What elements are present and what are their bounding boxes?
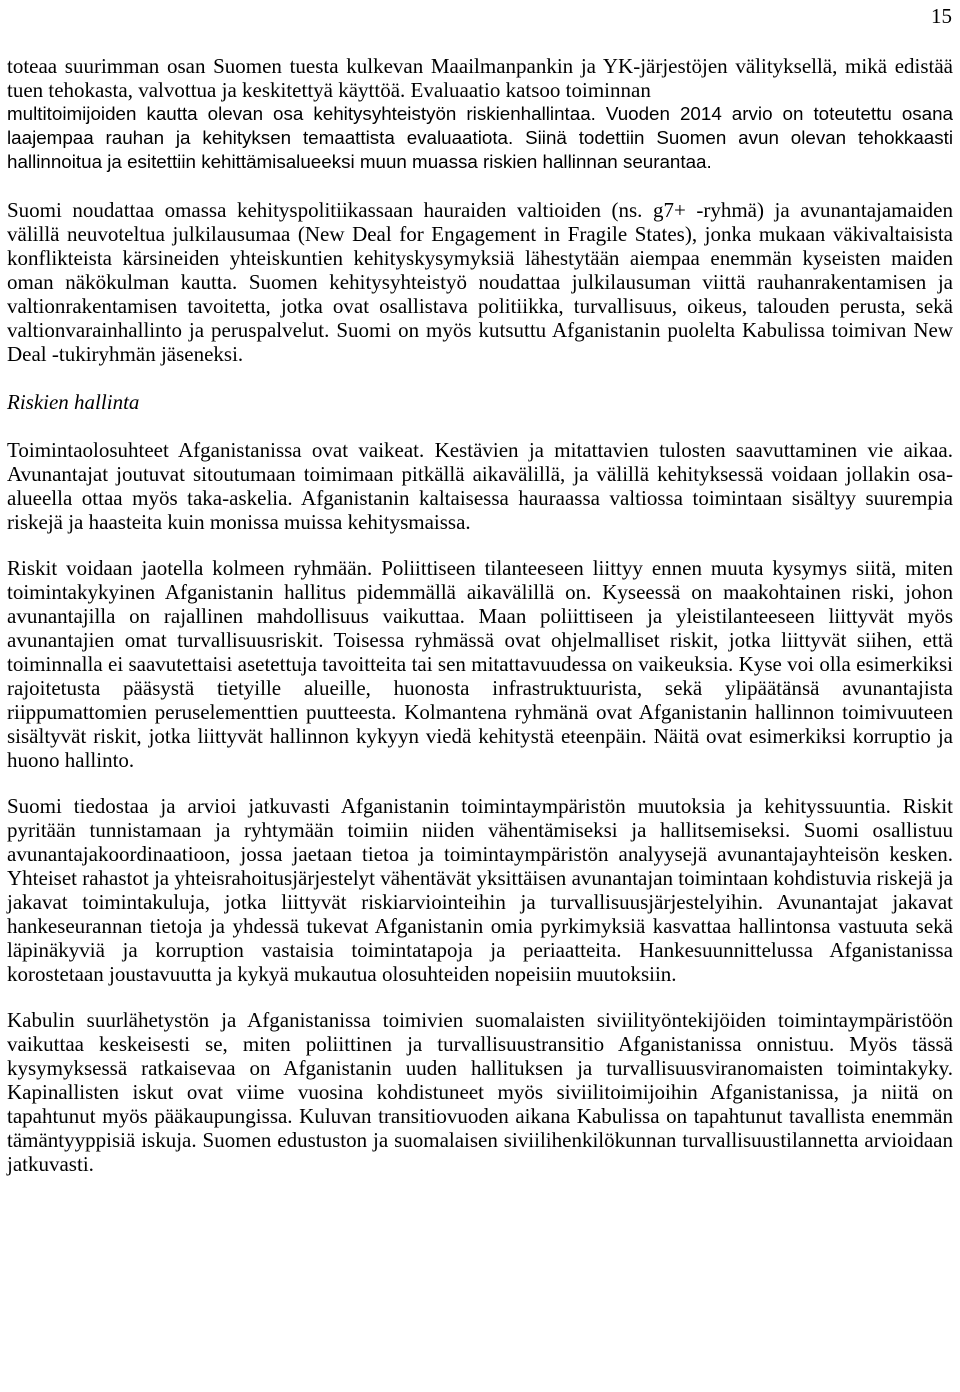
paragraph-risk-management: Suomi tiedostaa ja arvioi jatkuvasti Afganistanin toimintaympäristön muutoksia ja kehityssuuntia. Riskit pyritään tunnistamaan ja ryhtymään toimiin niiden vähentämiseksi ja hallitsemiseksi. Suomi osallistuu avunantajakoordinaatioon, jossa jaetaan tietoa ja toimintaympäristön analyysejä avunantajayhteisön kesken. Yhteiset rahastot ja yhteisrahoitusjärjestelyt vähentävät yksittäisen avunantajan toimintaan kohdistuvia riskejä ja jakavat toimintakuluja, jotka liittyvät riskiarviointeihin ja turvallisuusjärjestelyihin. Avunantajat jakavat hankeseurannan tietoja ja yhdessä tukevat Afganistanin omia pyrkimyksiä kasvattaa hallintonsa vastuuta sekä läpinäkyviä ja korruption vastaisia toimintatapoja ja periaatteita. Hankesuunnittelussa Afganistanissa korostetaan joustavuutta ja kykyä mukautua olosuhteiden nopeisiin muutoksiin. (7, 794, 953, 986)
paragraph-risk-groups: Riskit voidaan jaotella kolmeen ryhmään. Poliittiseen tilanteeseen liittyy ennen muuta kysymys siitä, miten toimintakykyinen Afganistanin hallitus pidemmällä aikavälillä on. Kyseessä on maakohtainen riski, johon avunantajilla on rajallinen mahdollisuus vaikuttaa. Maan poliittiseen ja yleistilanteeseen liittyvät myös avunantajien omat turvallisuusriskit. Toisessa ryhmässä ovat ohjelmalliset riskit, jotka liittyvät siihen, että toiminnalla ei saavutettaisi asetettuja tavoitteita tai sen mitattavuudessa on vaikeuksia. Kyse voi olla esimerkiksi rajoitetusta pääsystä tietyille alueille, huonosta infrastruktuurista, sekä ylipäätänsä avunantajista riippumattomien peruselementtien puutteesta. Kolmantena ryhmänä ovat Afganistanin hallinnon toimivuuteen sisältyvät riskit, jotka liittyvät hallinnon kykyyn viedä kehitystä eteenpäin. Näitä ovat esimerkiksi korruptio ja huono hallinto. (7, 556, 953, 772)
body-text (7, 54, 953, 1176)
paragraph-new-deal: Suomi noudattaa omassa kehityspolitiikassaan hauraiden valtioiden (ns. g7+ -ryhmä) ja avunantajamaiden välillä neuvoteltua julkilausumaa (New Deal for Engagement in Fragile States), jonka mukaan väkivaltaisista konflikteista kärsineiden yhteiskuntien kehityskysymyksiä lähestytään aiempaa enemmän kyseisten maiden oman näkökulman kautta. Suomen kehitysyhteistyö noudattaa julkilausuman viittä rauhanrakentamisen ja valtionrakentamisen tavoitetta, jotka ovat osallistava politiikka, turvallisuus, oikeus, talouden perusta, sekä valtionvarainhallinto ja peruspalvelut. Suomi on myös kutsuttu Afganistanin puolelta Kabulissa toimivan New Deal -tukiryhmän jäseneksi. (7, 198, 953, 366)
page-number: 15 (931, 4, 952, 28)
intro-sans-text: multitoimijoiden kautta olevan osa kehitysyhteistyön riskienhallintaa. Vuoden 2014 arvio on toteutettu osana laajempaa rauhan ja kehityksen temaattista evaluaatiota. Siinä todettiin Suomen avun olevan tehokkaasti hallinnoitua ja esitettiin kehittämisalueeksi muun muassa riskien hallinnan seurantaa. (7, 103, 953, 172)
section-heading: Riskien hallinta (7, 390, 140, 414)
intro-paragraph (7, 54, 953, 174)
intro-serif-text: toteaa suurimman osan Suomen tuesta kulkevan Maailmanpankin ja YK-järjestöjen välityksellä, mikä edistää tuen tehokasta, valvottua ja keskitettyä käyttöä. Evaluaatio katsoo toiminnan (7, 54, 953, 102)
paragraph-security: Kabulin suurlähetystön ja Afganistanissa toimivien suomalaisten siviilityöntekijöiden toimintaympäristöön vaikuttaa keskeisesti se, miten poliittinen ja turvallisuustransitio Afganistanissa onnistuu. Myös tässä kysymyksessä ratkaisevaa on Afganistanin uuden hallituksen ja turvallisuusviranomaisten toimintakyky. Kapinallisten iskut ovat viime vuosina kohdistuneet myös siviilitoimijoihin Afganistanissa, ja niitä on tapahtunut myös pääkaupungissa. Kuluvan transitiovuoden aikana Kabulissa on tapahtunut tavallista enemmän tämäntyyppisiä iskuja. Suomen edustuston ja suomalaisen siviilihenkilökunnan turvallisuustilannetta arvioidaan jatkuvasti. (7, 1008, 953, 1176)
paragraph-conditions: Toimintaolosuhteet Afganistanissa ovat vaikeat. Kestävien ja mitattavien tulosten saavuttaminen vie aikaa. Avunantajat joutuvat sitoutumaan toimimaan pitkällä aikavälillä, ja välillä kehityksessä voidaan jollakin osa-alueella ottaa myös taka-askelia. Afganistanin kaltaisessa hauraassa valtiossa toimintaan sisältyy suurempia riskejä ja haasteita kuin monissa muissa kehitysmaissa. (7, 438, 953, 534)
